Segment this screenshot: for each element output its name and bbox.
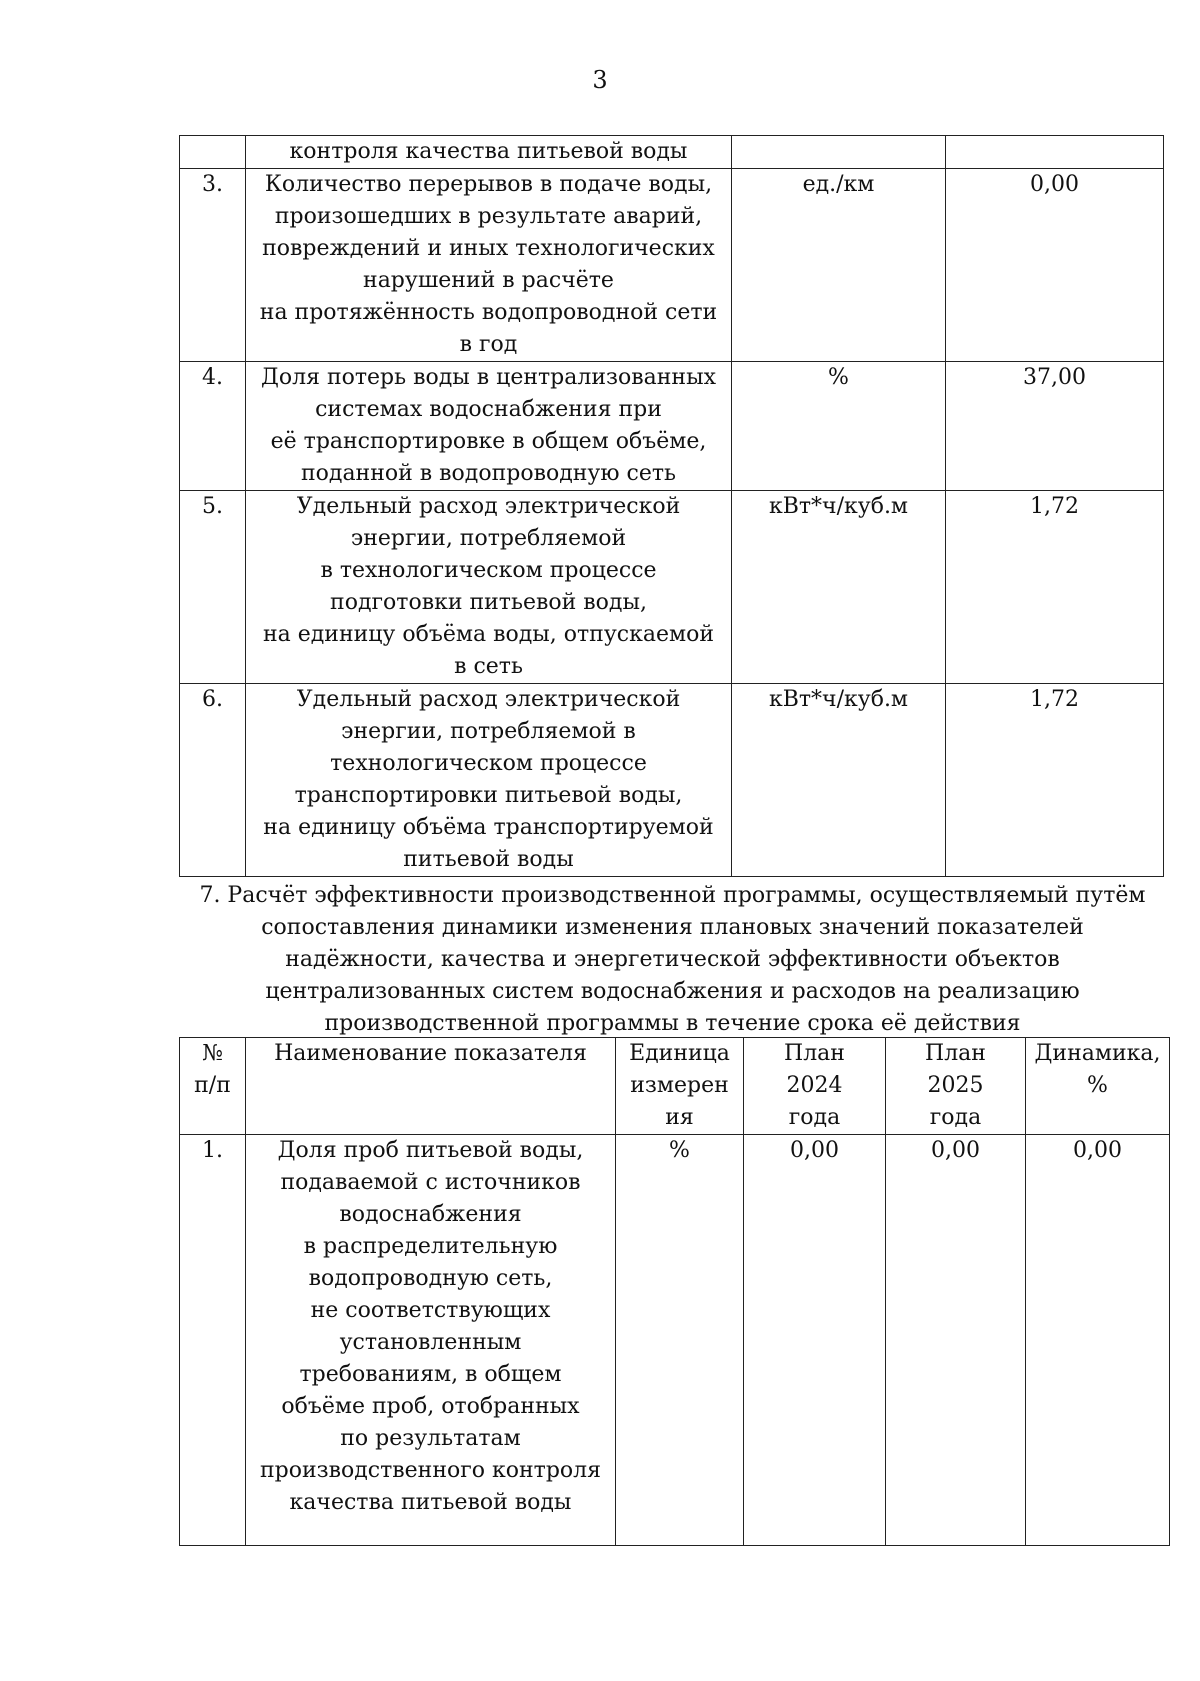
plan-2025-value: 0,00	[886, 1135, 1026, 1546]
unit: кВт*ч/куб.м	[732, 684, 946, 877]
indicator-name: Удельный расход электрической энергии, потребляемой в технологическом процессе транспортировки питьевой воды, на единицу объёма транспортируемой питьевой воды	[246, 684, 732, 877]
unit: кВт*ч/куб.м	[732, 491, 946, 684]
header-plan-2024: План 2024 года	[744, 1038, 886, 1135]
section-title: 7. Расчёт эффективности производственной программы, осуществляемый путём сопоставления динамики изменения плановых значений показателей надёжности, качества и энергетической эффективности объектов централизованных систем водоснабжения и расходов на реализацию производственной программы в течение срока её действия	[199, 883, 1146, 1036]
unit: %	[616, 1135, 744, 1546]
table-row	[180, 136, 1164, 169]
header-plan-2025: План 2025 года	[886, 1038, 1026, 1135]
page-number: 3	[592, 66, 608, 94]
indicator-name: Удельный расход электрической энергии, потребляемой в технологическом процессе подготовки питьевой воды, на единицу объёма воды, отпускаемой в сеть	[246, 491, 732, 684]
row-number	[180, 136, 246, 169]
header-number: № п/п	[180, 1038, 246, 1135]
indicators-table-continued	[179, 135, 1164, 877]
indicator-name: Доля проб питьевой воды, подаваемой с источников водоснабжения в распределительную водопроводную сеть, не соответствующих установленным требованиям, в общем объёме проб, отобранных по результатам производственного контроля качества питьевой воды	[246, 1135, 616, 1546]
row-number: 5.	[180, 491, 246, 684]
efficiency-table	[179, 1037, 1170, 1546]
value: 0,00	[946, 169, 1164, 362]
indicator-name: Количество перерывов в подаче воды, произошедших в результате аварий, повреждений и иных технологических нарушений в расчёте на протяжённость водопроводной сети в год	[246, 169, 732, 362]
value	[946, 136, 1164, 169]
unit: %	[732, 362, 946, 491]
unit: ед./км	[732, 169, 946, 362]
table-row	[180, 491, 1164, 684]
row-number: 6.	[180, 684, 246, 877]
table-header-row	[180, 1038, 1170, 1135]
unit	[732, 136, 946, 169]
table-row	[180, 169, 1164, 362]
row-number: 3.	[180, 169, 246, 362]
table-row	[180, 362, 1164, 491]
header-dynamics: Динамика, %	[1026, 1038, 1170, 1135]
dynamics-value: 0,00	[1026, 1135, 1170, 1546]
header-unit: Единица измерен ия	[616, 1038, 744, 1135]
value: 1,72	[946, 684, 1164, 877]
header-indicator-name: Наименование показателя	[246, 1038, 616, 1135]
table-row	[180, 1135, 1170, 1546]
row-number: 4.	[180, 362, 246, 491]
value: 1,72	[946, 491, 1164, 684]
row-number: 1.	[180, 1135, 246, 1546]
indicator-name: Доля потерь воды в централизованных системах водоснабжения при её транспортировке в общем объёме, поданной в водопроводную сеть	[246, 362, 732, 491]
indicator-name: контроля качества питьевой воды	[246, 136, 732, 169]
plan-2024-value: 0,00	[744, 1135, 886, 1546]
value: 37,00	[946, 362, 1164, 491]
table-row	[180, 684, 1164, 877]
